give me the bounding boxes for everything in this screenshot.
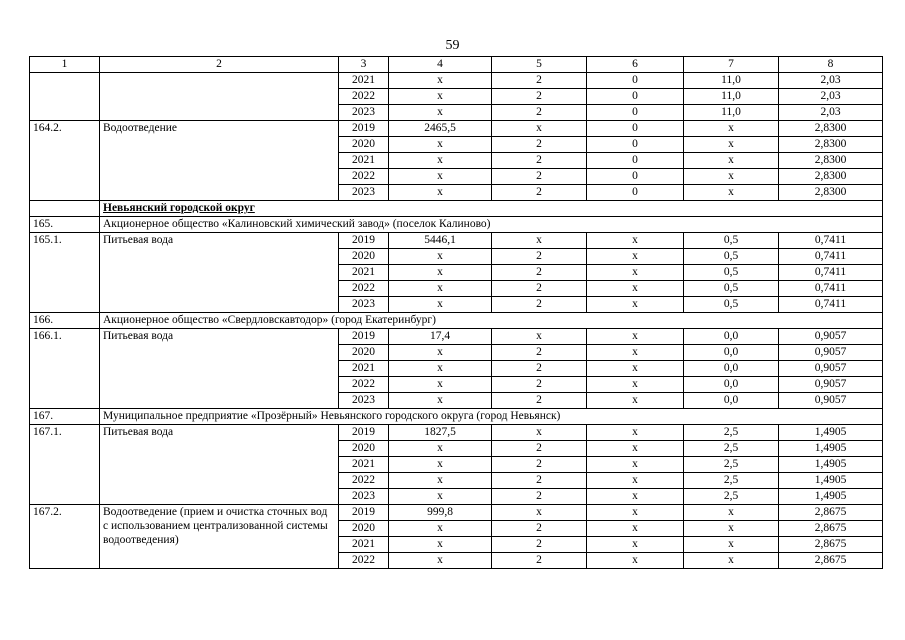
item-name: [100, 73, 339, 121]
value-cell-6: x: [587, 233, 684, 249]
value-cell-4: x: [389, 457, 492, 473]
section-title: Невьянский городской округ: [100, 201, 883, 217]
value-cell-8: 1,4905: [779, 441, 883, 457]
year-cell: 2021: [339, 265, 389, 281]
value-cell-7: x: [684, 169, 779, 185]
value-cell-6: x: [587, 329, 684, 345]
value-cell-4: x: [389, 265, 492, 281]
value-cell-5: 2: [492, 441, 587, 457]
value-cell-8: 1,4905: [779, 489, 883, 505]
value-cell-6: x: [587, 361, 684, 377]
value-cell-7: x: [684, 185, 779, 201]
item-name: Питьевая вода: [100, 233, 339, 313]
item-number: 167.2.: [30, 505, 100, 569]
value-cell-6: 0: [587, 137, 684, 153]
value-cell-5: 2: [492, 185, 587, 201]
value-cell-4: x: [389, 137, 492, 153]
value-cell-8: 1,4905: [779, 457, 883, 473]
value-cell-5: 2: [492, 153, 587, 169]
value-cell-4: x: [389, 393, 492, 409]
value-cell-4: x: [389, 249, 492, 265]
value-cell-6: x: [587, 553, 684, 569]
value-cell-5: 2: [492, 89, 587, 105]
value-cell-6: 0: [587, 121, 684, 137]
value-cell-4: x: [389, 553, 492, 569]
value-cell-7: x: [684, 137, 779, 153]
value-cell-7: 0,0: [684, 329, 779, 345]
value-cell-5: 2: [492, 521, 587, 537]
value-cell-5: 2: [492, 297, 587, 313]
value-cell-6: x: [587, 521, 684, 537]
item-name: Питьевая вода: [100, 329, 339, 409]
value-cell-7: x: [684, 521, 779, 537]
value-cell-7: 2,5: [684, 473, 779, 489]
tariff-table-body: [30, 57, 883, 569]
value-cell-8: 0,9057: [779, 329, 883, 345]
year-cell: 2019: [339, 425, 389, 441]
value-cell-8: 2,8300: [779, 121, 883, 137]
value-cell-8: 2,8675: [779, 521, 883, 537]
year-cell: 2021: [339, 153, 389, 169]
value-cell-5: 2: [492, 361, 587, 377]
value-cell-7: 2,5: [684, 489, 779, 505]
year-cell: 2022: [339, 169, 389, 185]
value-cell-5: x: [492, 121, 587, 137]
year-cell: 2023: [339, 393, 389, 409]
value-cell-5: 2: [492, 105, 587, 121]
organization-title: Акционерное общество «Калиновский химический завод» (поселок Калиново): [100, 217, 883, 233]
organization-title: Муниципальное предприятие «Прозёрный» Невьянского городского округа (город Невьянск): [100, 409, 883, 425]
organization-row: [30, 217, 883, 233]
value-cell-6: 0: [587, 89, 684, 105]
value-cell-6: 0: [587, 73, 684, 89]
value-cell-6: x: [587, 377, 684, 393]
value-cell-4: x: [389, 521, 492, 537]
year-cell: 2022: [339, 553, 389, 569]
value-cell-5: 2: [492, 169, 587, 185]
value-cell-4: x: [389, 153, 492, 169]
year-cell: 2021: [339, 361, 389, 377]
table-row: [30, 73, 883, 89]
organization-title: Акционерное общество «Свердловскавтодор» (город Екатеринбург): [100, 313, 883, 329]
value-cell-5: 2: [492, 393, 587, 409]
value-cell-4: x: [389, 281, 492, 297]
year-cell: 2020: [339, 137, 389, 153]
value-cell-6: x: [587, 249, 684, 265]
value-cell-6: x: [587, 281, 684, 297]
value-cell-7: 0,5: [684, 297, 779, 313]
value-cell-6: x: [587, 505, 684, 521]
value-cell-7: 2,5: [684, 457, 779, 473]
value-cell-5: 2: [492, 281, 587, 297]
table-row: [30, 121, 883, 137]
value-cell-7: 11,0: [684, 105, 779, 121]
value-cell-8: 2,8300: [779, 169, 883, 185]
value-cell-5: 2: [492, 265, 587, 281]
value-cell-8: 0,7411: [779, 297, 883, 313]
value-cell-8: 0,9057: [779, 377, 883, 393]
value-cell-8: 2,03: [779, 73, 883, 89]
value-cell-8: 0,7411: [779, 281, 883, 297]
value-cell-5: 2: [492, 489, 587, 505]
value-cell-6: x: [587, 425, 684, 441]
value-cell-5: x: [492, 233, 587, 249]
value-cell-7: x: [684, 553, 779, 569]
year-cell: 2019: [339, 233, 389, 249]
year-cell: 2023: [339, 185, 389, 201]
organization-number: 167.: [30, 409, 100, 425]
value-cell-4: x: [389, 537, 492, 553]
value-cell-8: 2,8675: [779, 537, 883, 553]
value-cell-4: x: [389, 441, 492, 457]
column-header: 6: [587, 57, 684, 73]
item-number: 166.1.: [30, 329, 100, 409]
value-cell-7: 0,0: [684, 345, 779, 361]
year-cell: 2022: [339, 281, 389, 297]
value-cell-5: 2: [492, 377, 587, 393]
value-cell-4: x: [389, 489, 492, 505]
year-cell: 2022: [339, 473, 389, 489]
value-cell-4: x: [389, 169, 492, 185]
section-row: [30, 201, 883, 217]
value-cell-6: x: [587, 457, 684, 473]
value-cell-8: 0,9057: [779, 361, 883, 377]
column-header: 5: [492, 57, 587, 73]
organization-row: [30, 409, 883, 425]
organization-number: 165.: [30, 217, 100, 233]
item-name: Водоотведение: [100, 121, 339, 201]
year-cell: 2021: [339, 537, 389, 553]
value-cell-5: 2: [492, 537, 587, 553]
value-cell-7: 2,5: [684, 425, 779, 441]
table-row: [30, 233, 883, 249]
table-row: [30, 505, 883, 521]
section-num-cell: [30, 201, 100, 217]
table-row: [30, 425, 883, 441]
value-cell-4: 17,4: [389, 329, 492, 345]
value-cell-8: 2,03: [779, 105, 883, 121]
column-header: 4: [389, 57, 492, 73]
value-cell-4: x: [389, 345, 492, 361]
year-cell: 2020: [339, 441, 389, 457]
value-cell-6: 0: [587, 105, 684, 121]
value-cell-8: 0,7411: [779, 249, 883, 265]
value-cell-5: 2: [492, 473, 587, 489]
value-cell-4: x: [389, 473, 492, 489]
value-cell-5: x: [492, 329, 587, 345]
year-cell: 2019: [339, 121, 389, 137]
value-cell-7: 0,0: [684, 361, 779, 377]
year-cell: 2022: [339, 377, 389, 393]
value-cell-7: 0,5: [684, 249, 779, 265]
value-cell-4: x: [389, 377, 492, 393]
column-header: 3: [339, 57, 389, 73]
item-number: 164.2.: [30, 121, 100, 201]
page-number: 59: [445, 38, 460, 53]
value-cell-5: 2: [492, 457, 587, 473]
column-header: 7: [684, 57, 779, 73]
value-cell-4: x: [389, 89, 492, 105]
value-cell-5: 2: [492, 249, 587, 265]
value-cell-7: 0,5: [684, 265, 779, 281]
year-cell: 2021: [339, 457, 389, 473]
value-cell-7: 2,5: [684, 441, 779, 457]
item-number: 165.1.: [30, 233, 100, 313]
value-cell-7: 11,0: [684, 73, 779, 89]
value-cell-6: x: [587, 393, 684, 409]
value-cell-6: 0: [587, 185, 684, 201]
value-cell-8: 0,7411: [779, 233, 883, 249]
value-cell-4: x: [389, 361, 492, 377]
value-cell-8: 1,4905: [779, 473, 883, 489]
item-number: 167.1.: [30, 425, 100, 505]
year-cell: 2020: [339, 521, 389, 537]
value-cell-8: 2,03: [779, 89, 883, 105]
value-cell-4: 5446,1: [389, 233, 492, 249]
value-cell-8: 0,7411: [779, 265, 883, 281]
year-cell: 2020: [339, 249, 389, 265]
value-cell-8: 0,9057: [779, 393, 883, 409]
year-cell: 2023: [339, 105, 389, 121]
year-cell: 2023: [339, 489, 389, 505]
value-cell-7: x: [684, 121, 779, 137]
value-cell-5: x: [492, 505, 587, 521]
column-header: 2: [100, 57, 339, 73]
value-cell-7: 0,0: [684, 377, 779, 393]
year-cell: 2019: [339, 329, 389, 345]
item-name: Водоотведение (прием и очистка сточных вод с использованием централизованной системы водоотведения): [100, 505, 339, 569]
year-cell: 2022: [339, 89, 389, 105]
value-cell-6: x: [587, 297, 684, 313]
value-cell-6: x: [587, 537, 684, 553]
value-cell-8: 0,9057: [779, 345, 883, 361]
organization-row: [30, 313, 883, 329]
year-cell: 2021: [339, 73, 389, 89]
value-cell-7: 0,0: [684, 393, 779, 409]
value-cell-5: 2: [492, 345, 587, 361]
value-cell-6: x: [587, 265, 684, 281]
year-cell: 2023: [339, 297, 389, 313]
value-cell-8: 2,8300: [779, 153, 883, 169]
value-cell-4: x: [389, 185, 492, 201]
value-cell-7: 11,0: [684, 89, 779, 105]
value-cell-4: 999,8: [389, 505, 492, 521]
value-cell-8: 2,8675: [779, 505, 883, 521]
value-cell-5: 2: [492, 553, 587, 569]
value-cell-6: x: [587, 473, 684, 489]
value-cell-4: x: [389, 297, 492, 313]
value-cell-4: x: [389, 73, 492, 89]
item-number: [30, 73, 100, 121]
value-cell-4: 2465,5: [389, 121, 492, 137]
value-cell-6: x: [587, 489, 684, 505]
value-cell-8: 2,8300: [779, 185, 883, 201]
value-cell-8: 2,8300: [779, 137, 883, 153]
organization-number: 166.: [30, 313, 100, 329]
column-numbers-row: [30, 57, 883, 73]
year-cell: 2019: [339, 505, 389, 521]
item-name: Питьевая вода: [100, 425, 339, 505]
value-cell-6: x: [587, 345, 684, 361]
value-cell-7: 0,5: [684, 233, 779, 249]
value-cell-7: x: [684, 505, 779, 521]
value-cell-7: x: [684, 153, 779, 169]
table-row: [30, 329, 883, 345]
value-cell-6: 0: [587, 153, 684, 169]
column-header: 1: [30, 57, 100, 73]
value-cell-7: 0,5: [684, 281, 779, 297]
value-cell-6: 0: [587, 169, 684, 185]
value-cell-4: 1827,5: [389, 425, 492, 441]
value-cell-8: 2,8675: [779, 553, 883, 569]
column-header: 8: [779, 57, 883, 73]
value-cell-5: 2: [492, 73, 587, 89]
value-cell-5: x: [492, 425, 587, 441]
value-cell-8: 1,4905: [779, 425, 883, 441]
year-cell: 2020: [339, 345, 389, 361]
value-cell-7: x: [684, 537, 779, 553]
value-cell-5: 2: [492, 137, 587, 153]
value-cell-4: x: [389, 105, 492, 121]
tariff-table: [29, 56, 883, 569]
value-cell-6: x: [587, 441, 684, 457]
